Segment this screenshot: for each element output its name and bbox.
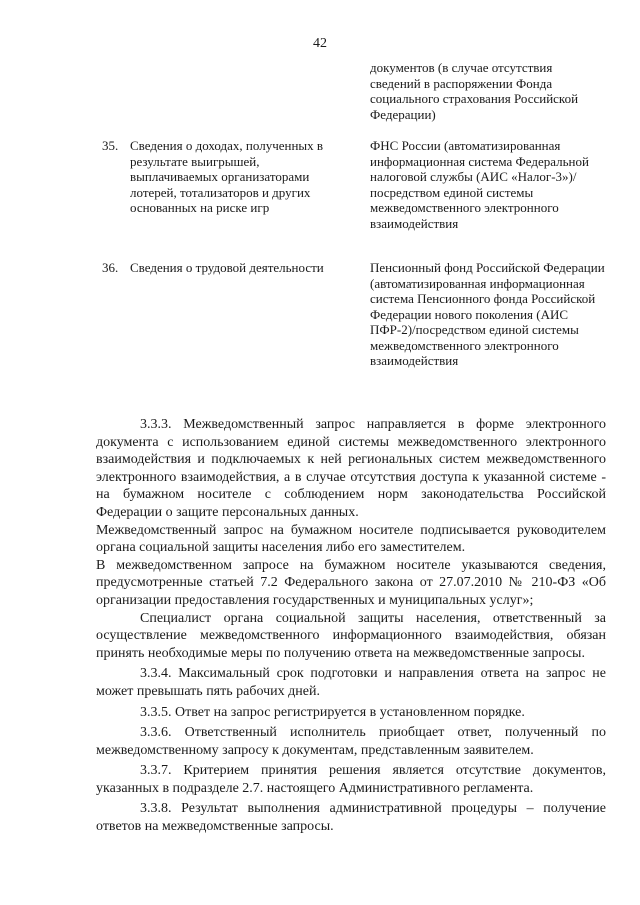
paragraph-3-3-5: 3.3.5. Ответ на запрос регистрируется в установленном порядке. (140, 704, 525, 720)
table-row-number: 35. (102, 138, 119, 153)
table-description-cell: Сведения о доходах, полученных в результате выигрышей, выплачиваемых организаторами лотерей, тотализаторов и других основанных на риске игр (130, 138, 324, 215)
paragraph: В межведомственном запросе на бумажном носителе указываются сведения, предусмотренные статьей 7.2 Федерального закона от 27.07.2010 № 210-ФЗ «Об организации предоставления государственных и муниципальных услуг»; (96, 557, 606, 608)
table-description-cell: Сведения о трудовой деятельности (130, 260, 324, 275)
table-row (86, 260, 606, 410)
table-row (86, 138, 606, 260)
regulation-text (96, 416, 606, 836)
paragraph-3-3-3: 3.3.3. Межведомственный запрос направляется в форме электронного документа с использованием единой системы межведомственного электронного взаимодействия и подключаемых к ней региональных систем межведомственного электронного взаимодействия, а в случае отсутствия доступа к указанной системе - на бумажном носителе с соблюдением норм законодательства Российской Федерации о защите персональных данных. (96, 417, 606, 520)
paragraph: Межведомственный запрос на бумажном носителе подписывается руководителем органа социальной защиты населения либо его заместителем. (96, 522, 606, 556)
table-row-number: 36. (102, 260, 119, 275)
paragraph-3-3-7: 3.3.7. Критерием принятия решения является отсутствие документов, указанных в подразделе 2.7. настоящего Административного регламента. (96, 763, 606, 796)
table-row-continued (86, 60, 606, 138)
services-table (86, 60, 606, 410)
table-source-cell: документов (в случае отсутствия сведений в распоряжении Фонда социального страхования Российской Федерации) (370, 60, 579, 122)
table-source-cell: Пенсионный фонд Российской Федерации (автоматизированная информационная система Пенсионного фонда Российской Федерации нового поколения (АИС ПФР-2)/посредством единой системы межведомственного электронного взаимодействия (370, 260, 605, 368)
table-source-cell: ФНС России (автоматизированная информационная система Федеральной налоговой службы (АИС «Налог-3»)/посредством единой системы межведомственного электронного взаимодействия (370, 138, 589, 231)
paragraph: Специалист органа социальной защиты населения, ответственный за осуществление межведомственного информационного взаимодействия, обязан принять необходимые меры по получению ответа на межведомственные запросы. (96, 610, 606, 661)
paragraph-3-3-8: 3.3.8. Результат выполнения административной процедуры – получение ответов на межведомственные запросы. (96, 801, 606, 835)
paragraph-3-3-6: 3.3.6. Ответственный исполнитель приобщает ответ, полученный по межведомственному запросу к документам, представленным заявителем. (96, 725, 606, 758)
paragraph-3-3-4: 3.3.4. Максимальный срок подготовки и направления ответа на запрос не может превышать пять рабочих дней. (96, 666, 606, 699)
page-number: 42 (313, 36, 327, 51)
